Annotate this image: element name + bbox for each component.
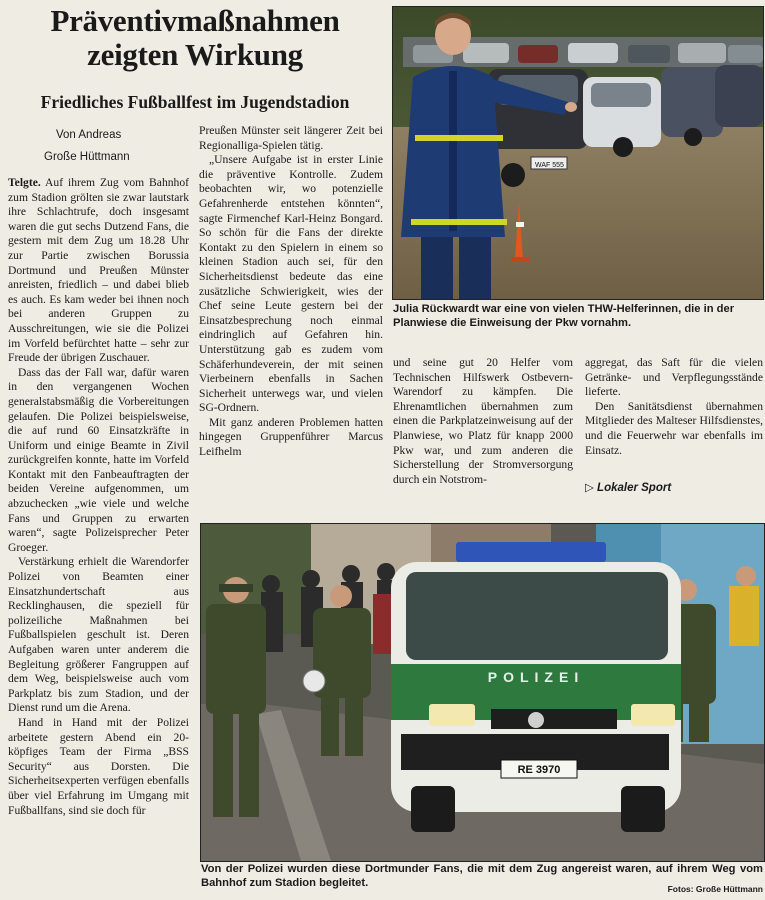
article-column-4 [585,356,763,476]
paragraph: und seine gut 20 Helfer vom Technischen Hilfswerk Ostbevern-Warendorf zu kämpfen. Die Ehrenamtlichen übernahmen zum einen die Parkplatzeinweisung auf der Planwiese, wo Platz für knapp 2000 Pkw war, und zum anderen die Sicherstellung der Stromversorgung durch ein Notstrom- [393,356,573,486]
license-plate-top: WAF 555 [535,162,564,169]
paragraph [8,176,189,366]
photo-thw-helper [392,6,764,300]
subheadline: Friedliches Fußballfest im Jugendstadion [40,92,350,112]
paragraph: Den Sanitätsdienst übernahmen Mitglieder des Malteser Hilfsdienstes, und die Feuerwehr war ebenfalls im Einsatz. [585,399,763,457]
section-reference: ▷ Lokaler Sport [585,482,672,494]
headline-line-1: Präventivmaßnahmen [50,3,340,38]
article-column-2 [199,124,383,514]
paragraph: „Unsere Aufgabe ist in erster Linie die präventive Kontrolle. Zudem beobachten wir, wo potenzielle Gefahrenherde entstehen könnten“, sagte Firmenchef Karl-Heinz Bongard. So schön für die Fans der direkte Kontakt zu den Spielern in einem so kleinen Stadion auch sei, für den Sicherheitsdienst bedeute das eine zusätzliche Schwierigkeit, wies der Chef seine Leute gestern bei der Einsatzbesprechung noch einmal eindringlich auf Gefahren hin. Unterstützung gab es zudem vom Schäferhundeverein, der mit seinen Vierbeinern ebenfalls in Sachen Sicherheit unterwegs war, und vielen SG-Ordnern. [199,153,383,415]
photo-credit: Fotos: Große Hüttmann [667,884,763,894]
article-column-1 [8,124,189,894]
photo-police-escort [200,523,765,862]
headline [4,4,386,72]
byline-line-1: Von Andreas [56,129,122,141]
byline-line-2: Große Hüttmann [44,151,130,163]
paragraph: Mit ganz anderen Problemen hatten hingegen Gruppenführer Marcus Leifhelm [199,415,383,459]
paragraph: aggregat, das Saft für die vielen Getränke- und Verpflegungsstände lieferte. [585,356,763,399]
paragraph: Preußen Münster seit längerer Zeit bei Regionalliga-Spielen tätig. [199,124,383,152]
dateline: Telgte. [8,176,41,189]
paragraph: Verstärkung erhielt die Warendorfer Polizei von Beamten einer Einsatzhundertschaft aus Recklinghausen, die speziell für polizeiliche Maßnahmen bei Fußballspielen geschult ist. Deren Aufgaben waren unter anderem die Begleitung größerer Fangruppen auf dem Weg, beispielsweise auch vom Parkplatz bis zum Stadion, und der Dienst rund um die Arena. [8,555,189,715]
photo-thw-helper-image [393,7,763,299]
headline-line-2: zeigten Wirkung [87,37,303,72]
byline [8,124,189,168]
bottom-photo-caption: Von der Polizei wurden diese Dortmunder Fans, die mit dem Zug angereist waren, auf ihrem Weg vom Bahnhof zum Stadion begleitet. [201,863,763,889]
paragraph: Dass das der Fall war, dafür waren in den vergangenen Wochen generalstabsmäßig die Vorbereitungen gelaufen. Die Polizei beispielsweise, die auf rund 60 Einsatzkräfte in Uniform und einige Beamte in Zivil zurückgreifen konnte, hatte im Vorfeld Kontakt mit den Fanbeauftragten der beiden Vereine aufgenommen, um abzuchecken „wie viele und welche Fans und Gruppen zu erwarten waren“, sagte Polizeisprecher Peter Groeger. [8,365,189,554]
van-lettering: POLIZEI [487,669,585,685]
license-plate-bottom: RE 3970 [517,764,561,776]
article-column-3 [393,356,573,496]
paragraph: Hand in Hand mit der Polizei arbeitete gestern Abend ein 20-köpfiges Team der Firma „BSS Security“ aus Dorsten. Die Sicherheitsexperten verfügen ebenfalls über viel Erfahrung im Umgang mit Fußballfans, sind sie doch für [8,715,189,817]
top-photo-caption: Julia Rückwardt war eine von vielen THW-Helferinnen, die in der Planwiese die Einweisung der Pkw vornahm. [393,303,735,329]
paragraph-text: Auf ihrem Zug vom Bahnhof zum Stadion grölten sie zwar lautstark ihre Schlachtrufe, doch insgesamt waren die gut sechs Dutzend Fans, die gestern mit dem Zug um 18.28 Uhr zur Partie zwischen Borussia Dortmund und Preußen Münster anreisten, friedlich – und dabei blieb es auch. Es kam weder bei ihnen noch bei anderen Gruppen zu Ausschreitungen, wie sie die Polizei im Vorfeld befürchtet hatte – sehr zur Freude der übrigen Zuschauer. [8,176,189,365]
photo-police-escort-image [201,524,764,861]
